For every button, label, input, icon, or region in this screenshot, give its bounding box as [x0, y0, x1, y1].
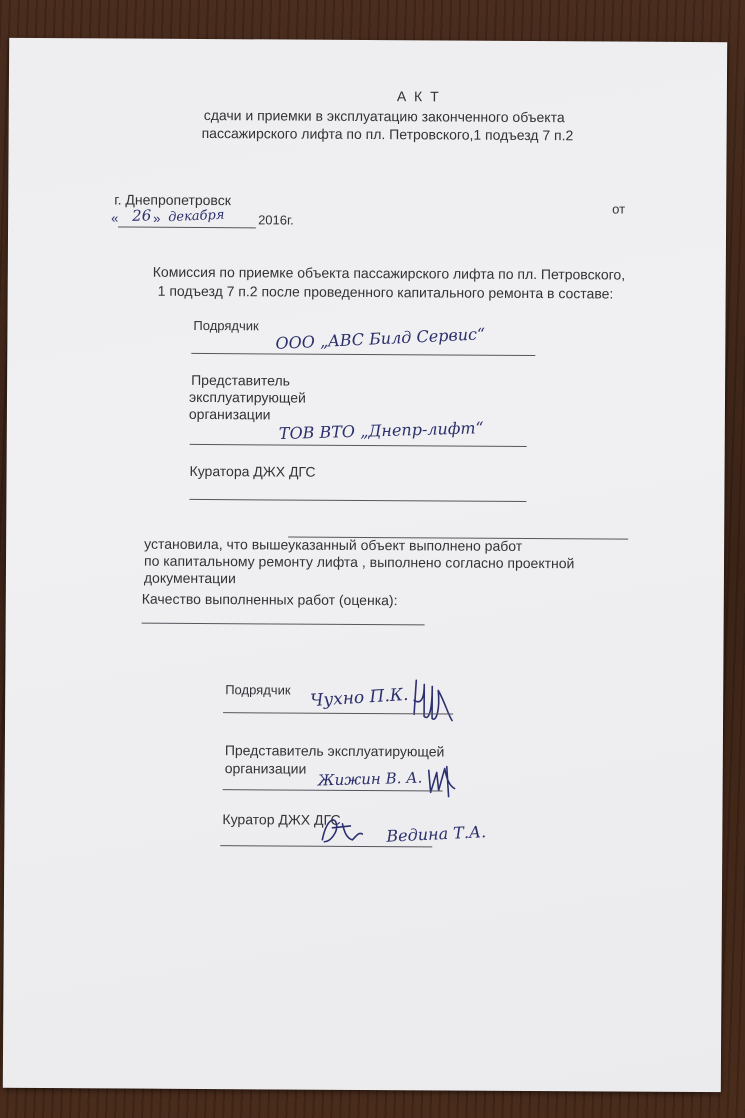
date-close-quote: » — [153, 210, 161, 226]
sig-contractor-name: Чухно П.К. — [309, 684, 409, 712]
quality-label: Качество выполненных работ (оценка): — [141, 590, 398, 609]
sig-operator-label-1: Представитель эксплуатирующей — [224, 742, 445, 760]
operator-label-3: организации — [188, 405, 271, 423]
sig-contractor-label: Подрядчик — [225, 682, 291, 698]
document-title: А К Т — [396, 88, 441, 105]
findings-line1: установила, что вышеуказанный объект выполнено работ — [144, 535, 523, 554]
operator-value: ТОВ ВТО „Днепр-лифт“ — [278, 418, 484, 444]
date-year: 2016г. — [258, 212, 294, 228]
contractor-signature-mark — [410, 670, 470, 730]
date-month: декабря — [167, 207, 225, 226]
curator-label: Куратора ДЖХ ДГС — [189, 462, 316, 480]
curator-signature-mark — [316, 810, 376, 850]
city-label: г. Днепропетровск — [114, 191, 231, 209]
sig-operator-label-2: организации — [224, 760, 307, 777]
from-label: от — [612, 201, 626, 217]
contractor-line — [191, 353, 535, 356]
contractor-label: Подрядчик — [193, 317, 259, 334]
sig-curator-label: Куратор ДЖХ ДГС — [222, 811, 341, 828]
operator-signature-mark — [425, 758, 475, 798]
date-underline — [118, 226, 256, 228]
operator-label-2: эксплуатирующей — [188, 388, 306, 406]
document-page — [3, 38, 727, 1092]
commission-line2: 1 подъезд 7 п.2 после проведенного капитального ремонта в составе: — [157, 282, 614, 302]
sig-curator-name: Ведина Т.А. — [385, 822, 487, 846]
sig-contractor-line — [223, 712, 453, 714]
contractor-value: ООО „ABC Билд Сервис“ — [275, 324, 486, 353]
operator-label-1: Представитель — [191, 371, 291, 389]
findings-line2: по капитальному ремонту лифта , выполнено согласно проектной — [143, 552, 575, 572]
sig-operator-line — [223, 789, 443, 791]
operator-line — [190, 444, 527, 447]
document-subtitle-line1: сдачи и приемки в эксплуатацию законченного объекта — [203, 107, 565, 126]
quality-line — [142, 623, 425, 626]
document-subtitle-line2: пассажирского лифта по пл. Петровского,1 подъезд 7 п.2 — [201, 124, 574, 144]
commission-line1: Комиссия по приемке объекта пассажирского лифта по пл. Петровского, — [152, 263, 626, 283]
date-open-quote: « — [111, 210, 119, 226]
findings-line3: документации — [143, 569, 236, 587]
sig-operator-name: Жижин В. А. — [317, 768, 423, 790]
curator-line — [189, 499, 526, 502]
date-day: 26 — [131, 206, 152, 225]
